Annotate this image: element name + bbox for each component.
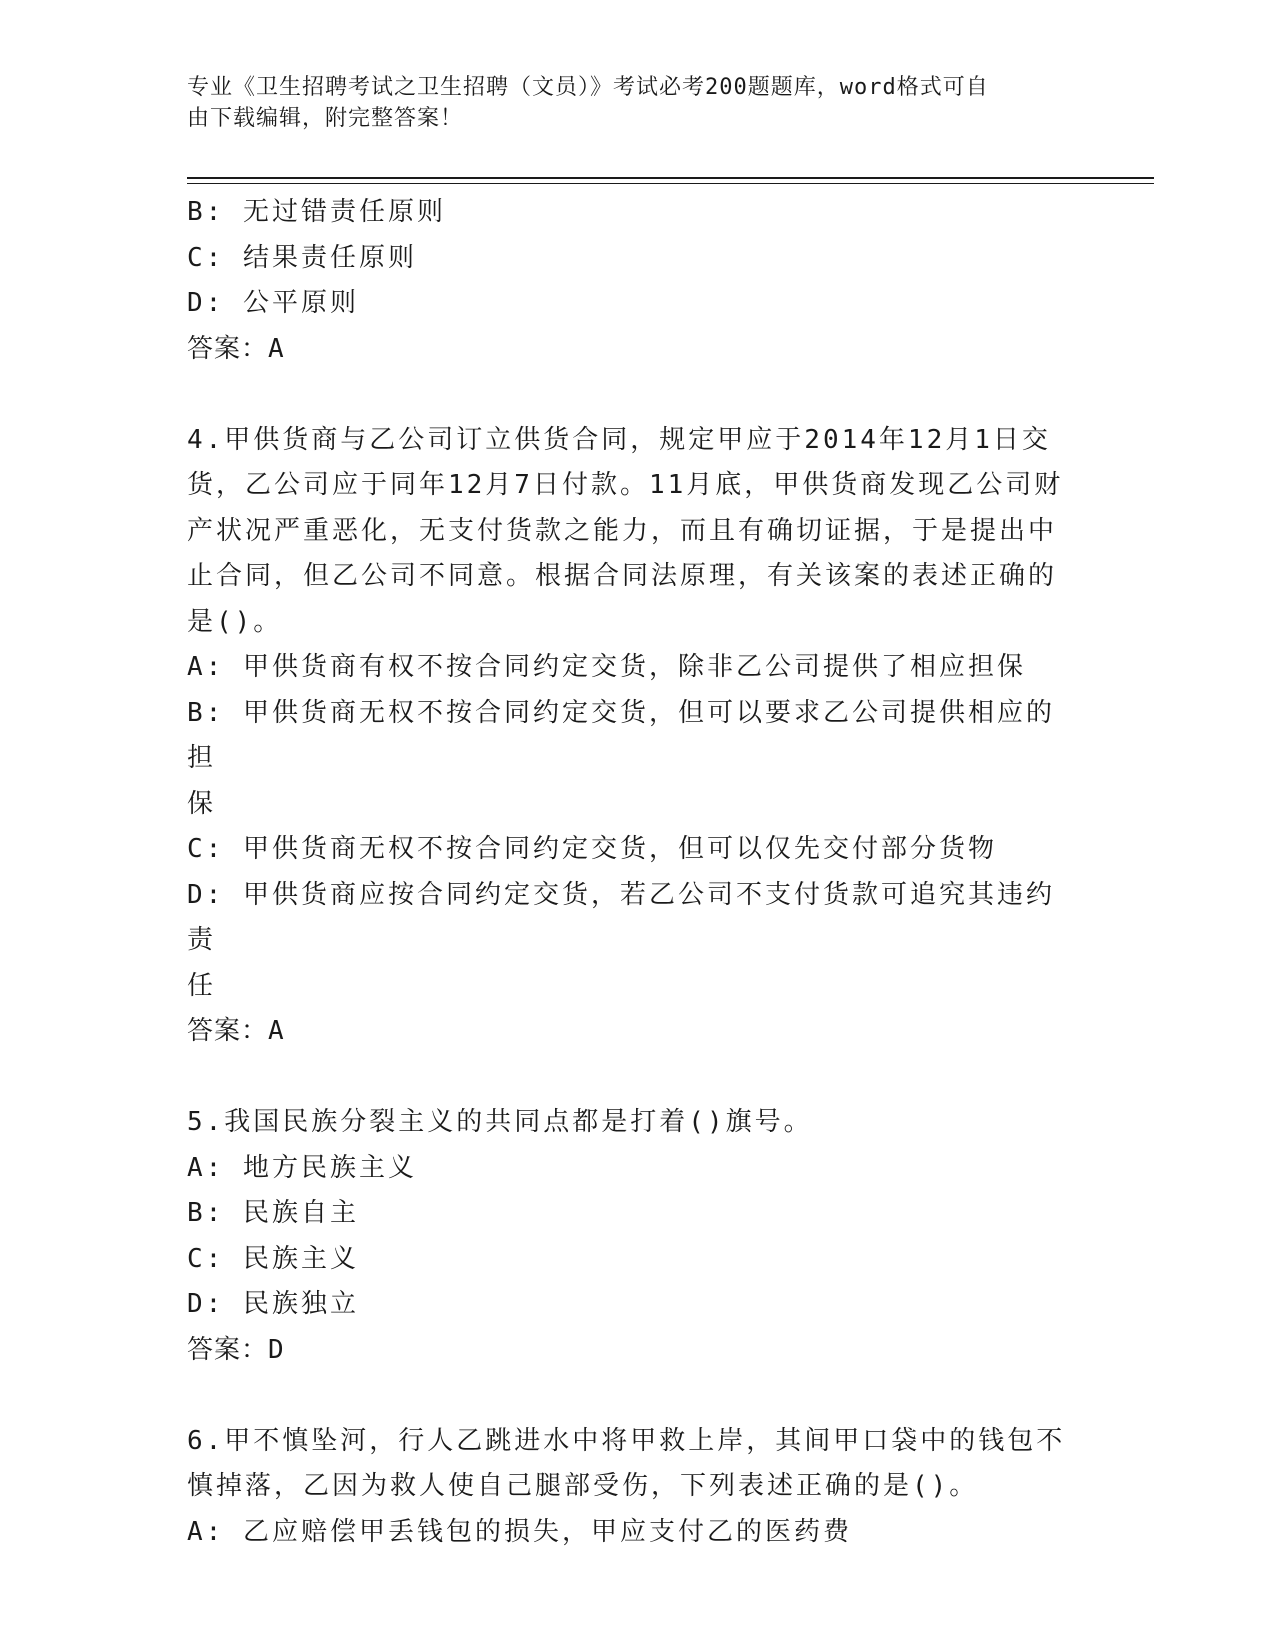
question-stem-line: 6.甲不慎坠河，行人乙跳进水中将甲救上岸，其间甲口袋中的钱包不	[187, 1425, 1066, 1456]
answer-line	[187, 1328, 1082, 1374]
question-stem-line: 4.甲供货商与乙公司订立供货合同，规定甲应于2014年12月1日交	[187, 424, 1051, 455]
answer-label: 答案：	[187, 333, 269, 364]
question-stem-line: 慎掉落，乙因为救人使自己腿部受伤，下列表述正确的是()。	[187, 1471, 979, 1501]
question-stem-line: 止合同，但乙公司不同意。根据合同法原理，有关该案的表述正确的	[187, 561, 1058, 591]
header-line-2: 由下载编辑，附完整答案！	[187, 106, 464, 131]
question-3	[187, 190, 1082, 372]
answer-label: 答案：	[187, 1016, 269, 1046]
option-d: D: 甲供货商应按合同约定交货，若乙公司不支付货款可追究其违约责	[187, 879, 1055, 955]
option-c: C: 甲供货商无权不按合同约定交货，但可以仅先交付部分货物	[187, 834, 997, 864]
question-stem-line: 产状况严重恶化，无支付货款之能力，而且有确切证据，于是提出中	[187, 515, 1058, 546]
option-b: B: 民族自主	[187, 1198, 359, 1228]
answer-label: 答案：	[187, 1334, 269, 1365]
question-stem-line: 货，乙公司应于同年12月7日付款。11月底，甲供货商发现乙公司财	[187, 470, 1064, 500]
header-line-1: 专业《卫生招聘考试之卫生招聘（文员）》考试必考200题题库，word格式可自	[187, 75, 989, 100]
answer-line	[187, 327, 1082, 373]
question-6	[187, 1419, 1082, 1556]
option-d: D: 民族独立	[187, 1289, 359, 1319]
spacer	[187, 1373, 1082, 1419]
question-stem-line: 5.我国民族分裂主义的共同点都是打着()旗号。	[187, 1107, 813, 1137]
option-c: C: 民族主义	[187, 1243, 359, 1274]
answer-value: A	[268, 333, 285, 364]
option-b: B: 无过错责任原则	[187, 197, 446, 227]
header-divider-thin	[187, 183, 1154, 184]
option-b: B: 甲供货商无权不按合同约定交货，但可以要求乙公司提供相应的担	[187, 697, 1055, 773]
spacer	[187, 1055, 1082, 1101]
document-header	[187, 72, 1067, 134]
question-list	[187, 190, 1082, 1555]
option-d: D: 公平原则	[187, 288, 359, 318]
option-a: A: 地方民族主义	[187, 1152, 417, 1183]
option-a: A: 乙应赔偿甲丢钱包的损失，甲应支付乙的医药费	[187, 1516, 852, 1547]
spacer	[187, 372, 1082, 418]
header-divider-thick	[187, 177, 1154, 179]
question-4	[187, 418, 1082, 1055]
option-d-continued: 任	[187, 970, 217, 1001]
answer-line	[187, 1009, 1082, 1055]
option-b-continued: 保	[187, 788, 217, 819]
option-c: C: 结果责任原则	[187, 242, 417, 273]
answer-value: D	[268, 1334, 285, 1365]
question-stem-line: 是()。	[187, 606, 283, 637]
option-a: A: 甲供货商有权不按合同约定交货，除非乙公司提供了相应担保	[187, 652, 1026, 682]
question-5	[187, 1100, 1082, 1373]
answer-value: A	[268, 1016, 285, 1046]
